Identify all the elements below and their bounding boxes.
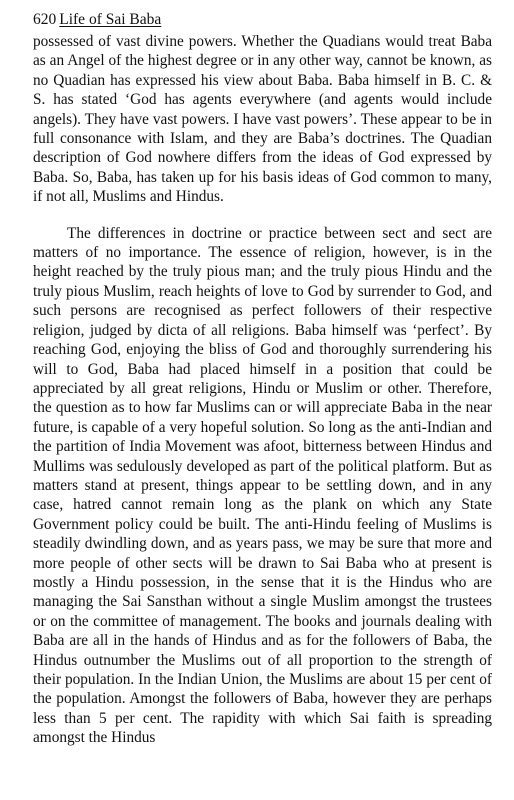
running-title: Life of Sai Baba xyxy=(59,11,162,28)
running-header xyxy=(33,10,492,32)
page-number: 620 xyxy=(33,11,57,28)
paragraph-continued: possessed of vast divine powers. Whether the Quadians would treat Baba as an Angel of the highest degree or in any other way, cannot be known, as no Quadian has expressed his view about Baba. Baba himself in B. C. & S. has stated ‘God has agents everywhere (and agents would include angels). They have vast powers. I have vast powers’. These appear to be in full consonance with Islam, and they are Baba’s doctrines. The Quadian description of God nowhere differs from the ideas of God expressed by Baba. So, Baba, has taken up for his basis ideas of God common to many, if not all, Muslims and Hindus. xyxy=(33,33,492,206)
paragraph-differences-in-doctrine: The differences in doctrine or practice between sect and sect are matters of no importance. The essence of religion, however, is in the height reached by the truly pious man; and the truly pious Hindu and the truly pious Muslim, reach heights of love to God by surrender to God, and such persons are recognised as perfect followers of their respective religion, judged by dicta of all religions. Baba himself was ‘perfect’. By reaching God, enjoying the bliss of God and thoroughly surrendering his will to God, Baba had placed himself in a position that could be appreciated by all great religions, Hindu or Muslim or other. Therefore, the question as to how far Muslims can or will appreciate Baba in the near future, is capable of a very hopeful solution. So long as the anti-Indian and the partition of India Movement was afoot, bitterness between Hindus and Mullims was sedulously developed as part of the political platform. But as matters stand at present, things appear to be settling down, and in any case, hatred cannot remain long as the plank on which any State Government policy could be built. The anti-Hindu feeling of Muslims is steadily dwindling down, and as years pass, we may be sure that more and more people of other sects will be drawn to Sai Baba who at present is mostly a Hindu possession, in the sense that it is the Hindus who are managing the Sai Sansthan without a single Muslim amongst the trustees or on the committee of management. The books and journals dealing with Baba are all in the hands of Hindus and as for the followers of Baba, the Hindus outnumber the Muslims out of all proportion to the strength of their population. In the Indian Union, the Muslims are about 15 per cent of the population. Amongst the followers of Baba, however they are perhaps less than 5 per cent. The rapidity with which Sai faith is spreading amongst the Hindus xyxy=(33,224,492,747)
